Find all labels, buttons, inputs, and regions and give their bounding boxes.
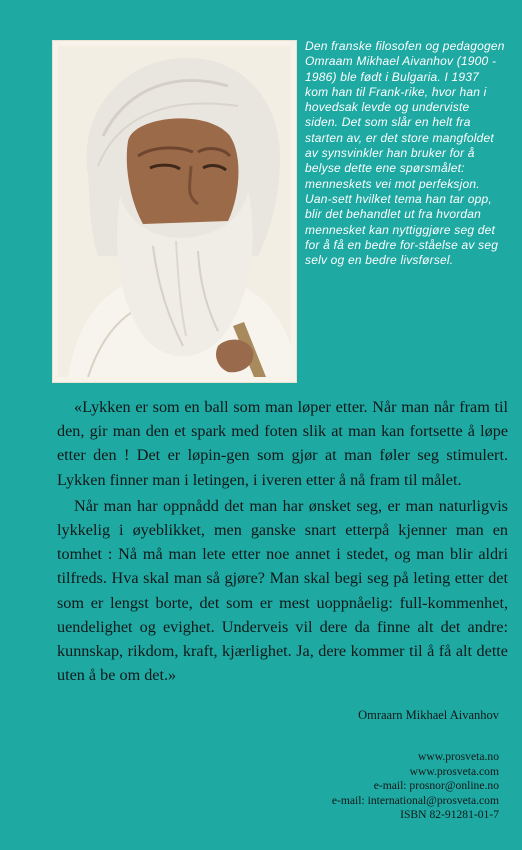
portrait-frame	[53, 41, 296, 382]
publisher-contact	[332, 750, 499, 823]
website-link[interactable]: www.prosveta.no	[417, 750, 499, 763]
portrait-photo	[58, 46, 291, 377]
quote-block	[57, 395, 508, 687]
email-link[interactable]: e-mail: prosnor@online.no	[373, 779, 499, 793]
website-link[interactable]: www.prosveta.com	[409, 764, 499, 778]
email-link[interactable]: e-mail: international@prosveta.com	[331, 793, 499, 807]
author-bio: Den franske filosofen og pedagogen Omraam Mikhael Aivanhov (1900 - 1986) ble født i Bulgaria. I 1937 kom han til Frank-rike, hvor han i hovedsak levde og underviste siden. Det som slår en helt fra starten av, er det store mangfoldet av synsvinkler han bruker for å belyse dette ene spørsmålet: menneskets vei mot perfeksjon. Uan-sett hvilket tema han tar opp, blir det behandlet ut fra hvordan mennesket kan nyttiggjøre seg det for å få en bedre for-ståelse av seg selv og en bedre livsførsel.	[305, 39, 505, 268]
quote-paragraph: «Lykken er som en ball som man løper etter. Når man når fram til den, gir man den et spark med foten slik at man kan fortsette å løpe etter den ! Det er løpin-gen som gjør at man føler seg stimulert. Lykken finner man i letingen, i iveren etter å nå fram til målet.	[57, 398, 508, 489]
quote-author: Omraarn Mikhael Aivanhov	[358, 708, 499, 722]
portrait-illustration	[58, 46, 291, 377]
isbn: ISBN 82-91281-01-7	[400, 808, 499, 822]
quote-paragraph: Når man har oppnådd det man har ønsket seg, er man naturligvis lykkelig i øyeblikket, men ganske snart etterpå kjenner man en tomhet : Nå må man lete etter noe annet i stedet, og man blir aldri tilfreds. Hva skal man så gjøre? Man skal begi seg på leting etter det som er lengst borte, det som er mest uoppnåelig: full-kommenhet, uendelighet og evighet. Underveis vil dere da finne alt det andre: kunnskap, rikdom, kraft, kjærlighet. Ja, dere kommer til å få alt dette uten å be om det.»	[57, 496, 508, 685]
